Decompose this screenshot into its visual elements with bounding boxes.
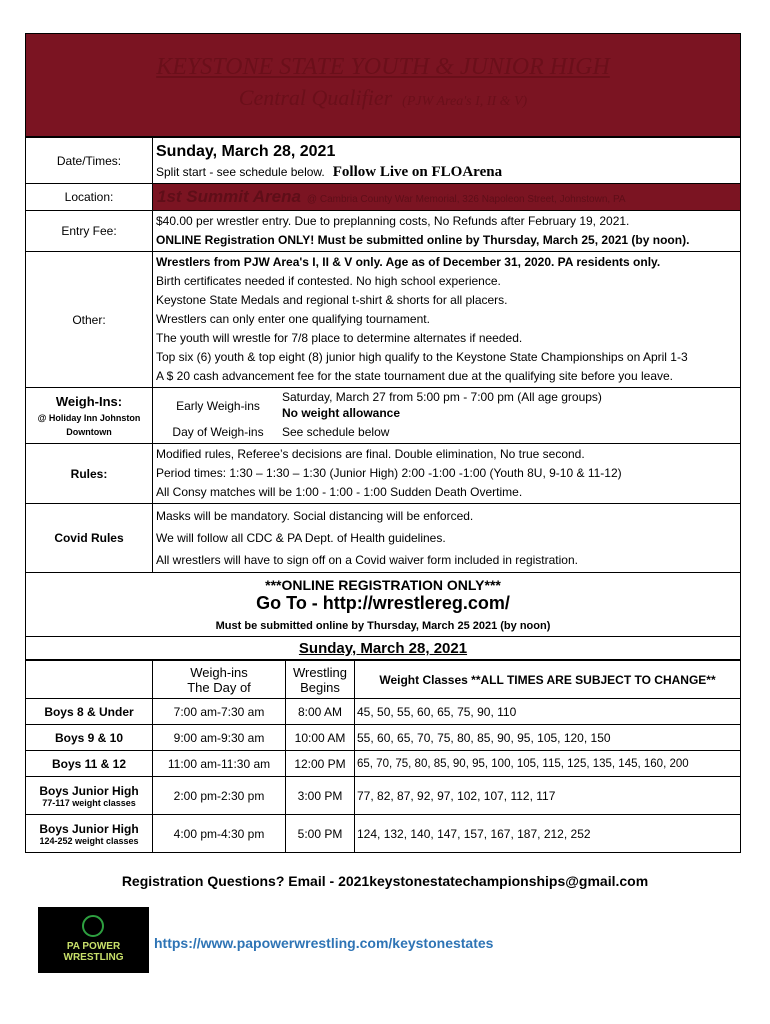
weights-cell: 124, 132, 140, 147, 157, 167, 187, 212, 252 [355, 815, 741, 853]
begins-cell: 3:00 PM [286, 777, 355, 815]
group-name: Boys Junior High [39, 821, 139, 836]
online-only-heading: ***ONLINE REGISTRATION ONLY*** [265, 577, 501, 593]
group-cell [26, 777, 153, 815]
location-label: Location: [26, 184, 153, 211]
covid-label: Covid Rules [26, 504, 153, 573]
registration-questions: Registration Questions? Email - 2021keystonestatechampionships@gmail.com [121, 873, 649, 889]
weighins-header-2: The Day of [187, 679, 251, 695]
split-start-text: Split start - see schedule below. [156, 165, 325, 179]
rules-label: Rules: [26, 444, 153, 504]
table-row [26, 751, 741, 777]
other-line-2: Keystone State Medals and regional t-shirt & shorts for all placers. [156, 293, 508, 307]
begins-cell: 12:00 PM [286, 751, 355, 777]
wrestling-header-2: Begins [300, 679, 340, 695]
weights-cell: 55, 60, 65, 70, 75, 80, 85, 90, 95, 105, 120, 150 [355, 725, 741, 751]
group-subtitle: 124-252 weight classes [39, 835, 139, 846]
schedule-date-title: Sunday, March 28, 2021 [25, 637, 741, 660]
group-cell: Boys 11 & 12 [26, 751, 153, 777]
rules-line-1: Period times: 1:30 – 1:30 – 1:30 (Junior High) 2:00 -1:00 -1:00 (Youth 8U, 9-10 & 11-12) [156, 466, 622, 480]
no-allowance-note: No weight allowance [282, 406, 401, 420]
weighin-cell: 7:00 am-7:30 am [153, 699, 286, 725]
other-line-4: The youth will wrestle for 7/8 place to determine alternates if needed. [156, 331, 523, 345]
other-line-0: Wrestlers from PJW Area's I, II & V only. Age as of December 31, 2020. PA residents only. [156, 255, 661, 269]
title-banner [25, 33, 741, 137]
weighin-cell: 2:00 pm-2:30 pm [153, 777, 286, 815]
group-subtitle: 77-117 weight classes [42, 797, 136, 808]
early-weighins-details [282, 389, 602, 423]
subtitle-text: Central Qualifier [238, 85, 393, 110]
group-name: Boys Junior High [39, 783, 139, 798]
weighin-cell: 11:00 am-11:30 am [153, 751, 286, 777]
table-row [26, 815, 741, 853]
early-weighins-label: Early Weigh-ins [176, 399, 260, 413]
entry-fee-line: $40.00 per wrestler entry. Due to preplanning costs, No Refunds after February 19, 2021. [156, 214, 630, 228]
weighins-label-cell [26, 388, 153, 444]
flyer [25, 33, 741, 853]
info-table [25, 137, 741, 573]
covid-line-0: Masks will be mandatory. Social distancing will be enforced. [156, 509, 474, 523]
wrestler-icon [82, 915, 104, 937]
weights-cell: 45, 50, 55, 60, 65, 75, 90, 110 [355, 699, 741, 725]
weighins-venue-2: Downtown [66, 427, 112, 437]
subtitle-note: (PJW Area's I, II & V) [402, 94, 528, 109]
covid-line-1: We will follow all CDC & PA Dept. of Health guidelines. [156, 531, 446, 545]
weights-cell: 77, 82, 87, 92, 97, 102, 107, 112, 117 [355, 777, 741, 815]
weighins-header-1: Weigh-ins [190, 664, 248, 680]
arena-address: @ Cambria County War Memorial, 326 Napoleon Street, Johnstown, PA [306, 194, 626, 205]
pa-power-wrestling-logo [38, 907, 149, 973]
begins-cell: 5:00 PM [286, 815, 355, 853]
table-row [26, 725, 741, 751]
other-label: Other: [26, 252, 153, 388]
online-only-line: ONLINE Registration ONLY! Must be submitted online by Thursday, March 25, 2021 (by noon). [156, 233, 690, 247]
split-start-line [154, 163, 739, 182]
covid-line-2: All wrestlers will have to sign off on a Covid waiver form included in registration. [156, 553, 578, 567]
rules-line-2: All Consy matches will be 1:00 - 1:00 - 1:00 Sudden Death Overtime. [156, 485, 523, 499]
flo-stream-text: Follow Live on FLOArena [332, 164, 503, 180]
schedule-table [25, 660, 741, 853]
group-cell [26, 815, 153, 853]
arena-name: 1st Summit Arena [157, 187, 301, 206]
begins-cell: 8:00 AM [286, 699, 355, 725]
group-header [26, 661, 153, 699]
weighin-cell: 4:00 pm-4:30 pm [153, 815, 286, 853]
early-weighins-row [154, 389, 739, 423]
registration-deadline: Must be submitted online by Thursday, March 25 2021 (by noon) [215, 620, 551, 632]
table-row [26, 777, 741, 815]
weighin-cell: 9:00 am-9:30 am [153, 725, 286, 751]
group-cell: Boys 8 & Under [26, 699, 153, 725]
weighins-venue-1: @ Holiday Inn Johnston [37, 413, 141, 423]
registration-block [25, 573, 741, 637]
rules-line-0: Modified rules, Referee’s decisions are final. Double elimination, No true second. [156, 447, 585, 461]
weighins-label: Weigh-Ins: [55, 394, 123, 409]
other-line [154, 253, 739, 272]
day-weighins-label: Day of Weigh-ins [172, 425, 264, 439]
day-weighins-value: See schedule below [282, 425, 390, 439]
schedule-header-row [26, 661, 741, 699]
other-line-3: Wrestlers can only enter one qualifying tournament. [156, 312, 430, 326]
day-weighins-row [154, 423, 739, 442]
other-line-6: A $ 20 cash advancement fee for the state tournament due at the qualifying site before you leave. [156, 369, 674, 383]
entry-fee-label: Entry Fee: [26, 211, 153, 252]
table-row [26, 699, 741, 725]
registration-link[interactable]: Go To - http://wrestlereg.com/ [256, 593, 510, 613]
group-cell: Boys 9 & 10 [26, 725, 153, 751]
weights-cell: 65, 70, 75, 80, 85, 90, 95, 100, 105, 115, 125, 135, 145, 160, 200 [355, 751, 741, 777]
weighins-header [153, 661, 286, 699]
datetime-label: Date/Times: [26, 138, 153, 184]
other-line-1: Birth certificates needed if contested. No high school experience. [156, 274, 501, 288]
website-link[interactable]: https://www.papowerwrestling.com/keystonestates [154, 935, 494, 951]
begins-cell: 10:00 AM [286, 725, 355, 751]
arena-box [153, 184, 740, 210]
early-weighins-time: Saturday, March 27 from 5:00 pm - 7:00 pm (All age groups) [282, 390, 602, 404]
event-date: Sunday, March 28, 2021 [156, 143, 336, 160]
logo-text: PA POWER WRESTLING [63, 941, 124, 963]
event-title: KEYSTONE STATE YOUTH & JUNIOR HIGH [156, 54, 610, 80]
wrestling-header [286, 661, 355, 699]
wrestling-header-1: Wrestling [293, 664, 347, 680]
weights-header: Weight Classes **ALL TIMES ARE SUBJECT TO CHANGE** [355, 661, 741, 699]
event-subtitle [26, 85, 740, 111]
other-line-5: Top six (6) youth & top eight (8) junior high qualify to the Keystone State Championships on April 1-3 [156, 350, 688, 364]
